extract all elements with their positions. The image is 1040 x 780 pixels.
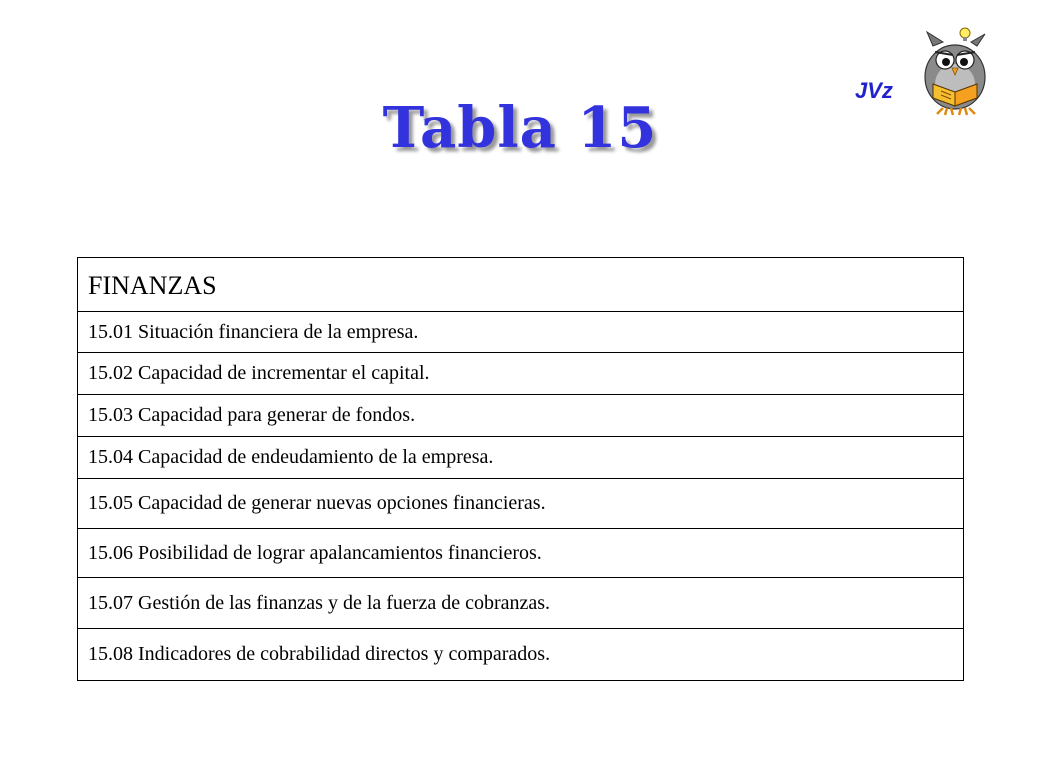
table-cell: 15.03 Capacidad para generar de fondos. [78, 395, 964, 437]
table-cell: 15.06 Posibilidad de lograr apalancamientos financieros. [78, 529, 964, 578]
table-cell: 15.04 Capacidad de endeudamiento de la empresa. [78, 437, 964, 479]
owl-reading-book-icon [855, 22, 1000, 117]
table-row [78, 578, 964, 629]
table-cell: 15.05 Capacidad de generar nuevas opciones financieras. [78, 479, 964, 529]
table-cell: 15.02 Capacidad de incrementar el capital. [78, 353, 964, 395]
table-row [78, 479, 964, 529]
jvz-logo [855, 22, 1000, 117]
table-row [78, 529, 964, 578]
finanzas-table-wrapper [77, 257, 964, 681]
table-row [78, 312, 964, 353]
table-row [78, 437, 964, 479]
table-row [78, 629, 964, 681]
table-row [78, 395, 964, 437]
table-header-row [78, 258, 964, 312]
table-header-cell: FINANZAS [78, 258, 964, 312]
finanzas-table [77, 257, 964, 681]
logo-text: JVz [855, 78, 893, 103]
slide-title: Tabla 15 [382, 95, 658, 161]
table-cell: 15.01 Situación financiera de la empresa. [78, 312, 964, 353]
table-cell: 15.08 Indicadores de cobrabilidad directos y comparados. [78, 629, 964, 681]
table-row [78, 353, 964, 395]
table-cell: 15.07 Gestión de las finanzas y de la fuerza de cobranzas. [78, 578, 964, 629]
